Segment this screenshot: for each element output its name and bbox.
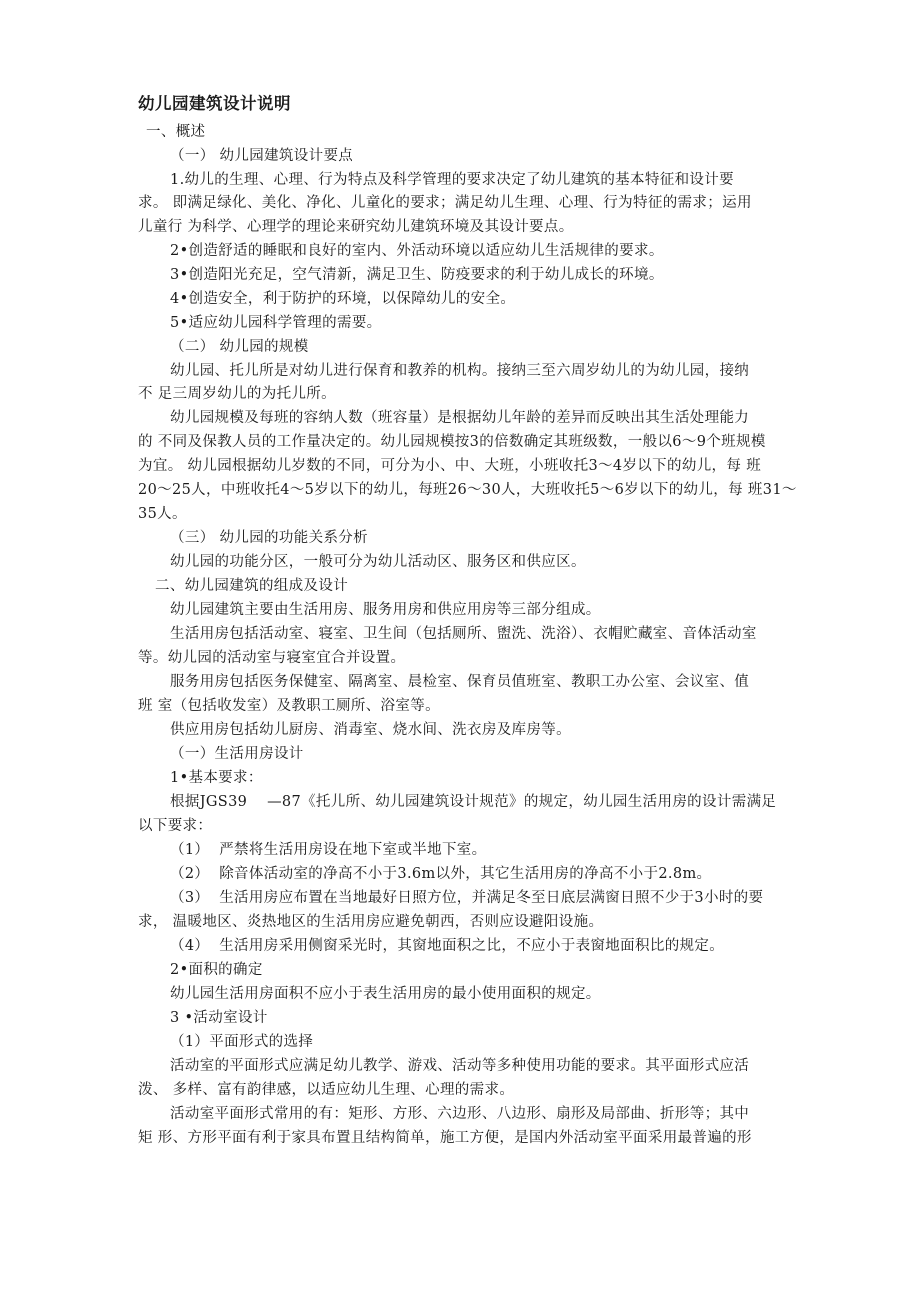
paragraph-line: 幼儿园的功能分区，一般可分为幼儿活动区、服务区和供应区。	[170, 554, 586, 570]
paragraph-line: 的 不同及保教人员的工作量决定的。幼儿园规模按3的倍数确定其班级数，一般以6〜9个班规模	[138, 434, 766, 450]
list-item: （1） 严禁将生活用房设在地下室或半地下室。	[170, 842, 487, 858]
subsection-heading: （三） 幼儿园的功能关系分析	[170, 530, 369, 546]
paragraph-line: 1.幼儿的生理、心理、行为特点及科学管理的要求决定了幼儿建筑的基本特征和设计要	[170, 172, 734, 188]
paragraph-line: 儿童行 为科学、心理学的理论来研究幼儿建筑环境及其设计要点。	[138, 219, 574, 235]
list-item: （4） 生活用房采用侧窗采光时，其窗地面积之比，不应小于表窗地面积比的规定。	[170, 938, 725, 954]
item-heading: 1•基本要求：	[170, 770, 263, 786]
paragraph-line: 3•创造阳光充足，空气清新，满足卫生、防疫要求的利于幼儿成长的环境。	[170, 267, 664, 283]
paragraph-line: 求。 即满足绿化、美化、净化、儿童化的要求；满足幼儿生理、心理、行为特征的需求；运用	[138, 195, 752, 211]
paragraph-line: 泼、 多样、富有韵律感，以适应幼儿生理、心理的需求。	[138, 1082, 515, 1098]
paragraph-line: 求， 温暖地区、炎热地区的生活用房应避免朝西，否则应设避阳设施。	[138, 914, 604, 930]
section-heading: 一、概述	[146, 124, 206, 140]
paragraph-line: 5•适应幼儿园科学管理的需要。	[170, 315, 382, 331]
paragraph-line: 幼儿园、托儿所是对幼儿进行保育和教养的机构。接纳三至六周岁幼儿的为幼儿园，接纳	[170, 363, 750, 379]
paragraph-line: 2•创造舒适的睡眠和良好的室内、外活动环境以适应幼儿生活规律的要求。	[170, 243, 664, 259]
paragraph-line: 服务用房包括医务保健室、隔离室、晨检室、保育员值班室、教职工办公室、会议室、值	[170, 674, 750, 690]
list-item: （3） 生活用房应布置在当地最好日照方位，并满足冬至日底层满窗日照不少于3小时的要	[170, 890, 764, 906]
paragraph-line: 不 足三周岁幼儿的为托儿所。	[138, 386, 337, 402]
paragraph-line: 幼儿园规模及每班的容纳人数（班容量）是根据幼儿年龄的差异而反映出其生活处理能力	[170, 410, 750, 426]
subitem-heading: （1）平面形式的选择	[170, 1034, 314, 1050]
paragraph-line: 等。幼儿园的活动室与寝室宜合并设置。	[138, 650, 406, 666]
paragraph-line: 为宜。 幼儿园根据幼儿岁数的不同，可分为小、中、大班，小班收托3〜4岁以下的幼儿，每 班	[138, 458, 762, 474]
subsection-heading: （一）生活用房设计	[170, 746, 304, 762]
paragraph-line: 根据JGS39 —87《托儿所、幼儿园建筑设计规范》的规定，幼儿园生活用房的设计需满足	[170, 794, 777, 810]
paragraph-line: 活动室的平面形式应满足幼儿教学、游戏、活动等多种使用功能的要求。其平面形式应活	[170, 1058, 750, 1074]
paragraph-line: 幼儿园建筑主要由生活用房、服务用房和供应用房等三部分组成。	[170, 602, 601, 618]
paragraph-line: 35人。	[138, 506, 187, 522]
item-heading: 2•面积的确定	[170, 962, 263, 978]
paragraph-line: 生活用房包括活动室、寝室、卫生间（包括厕所、盥洗、洗浴）、衣帽贮藏室、音体活动室	[170, 626, 757, 642]
subsection-heading: （二） 幼儿园的规模	[170, 339, 309, 355]
paragraph-line: 班 室（包括收发室）及教职工厕所、浴室等。	[138, 698, 440, 714]
paragraph-line: 幼儿园生活用房面积不应小于表生活用房的最小使用面积的规定。	[170, 986, 601, 1002]
paragraph-line: 20〜25人，中班收托4〜5岁以下的幼儿，每班26〜30人，大班收托5〜6岁以下的幼儿，每 班31〜	[138, 482, 797, 498]
paragraph-line: 以下要求：	[138, 818, 213, 834]
paragraph-line: 供应用房包括幼儿厨房、消毒室、烧水间、洗衣房及库房等。	[170, 722, 571, 738]
paragraph-line: 4•创造安全，利于防护的环境，以保障幼儿的安全。	[170, 291, 516, 307]
item-heading: 3 •活动室设计	[170, 1010, 268, 1026]
subsection-heading: （一） 幼儿园建筑设计要点	[170, 148, 354, 164]
list-item: （2） 除音体活动室的净高不小于3.6m以外，其它生活用房的净高不小于2.8m。	[170, 866, 712, 882]
document-title: 幼儿园建筑设计说明	[138, 94, 291, 113]
paragraph-line: 矩 形、方形平面有利于家具布置且结构简单，施工方便，是国内外活动室平面采用最普遍的形	[138, 1130, 752, 1146]
paragraph-line: 活动室平面形式常用的有：矩形、方形、六边形、八边形、扇形及局部曲、折形等；其中	[170, 1106, 750, 1122]
section-heading: 二、幼儿园建筑的组成及设计	[155, 578, 349, 594]
